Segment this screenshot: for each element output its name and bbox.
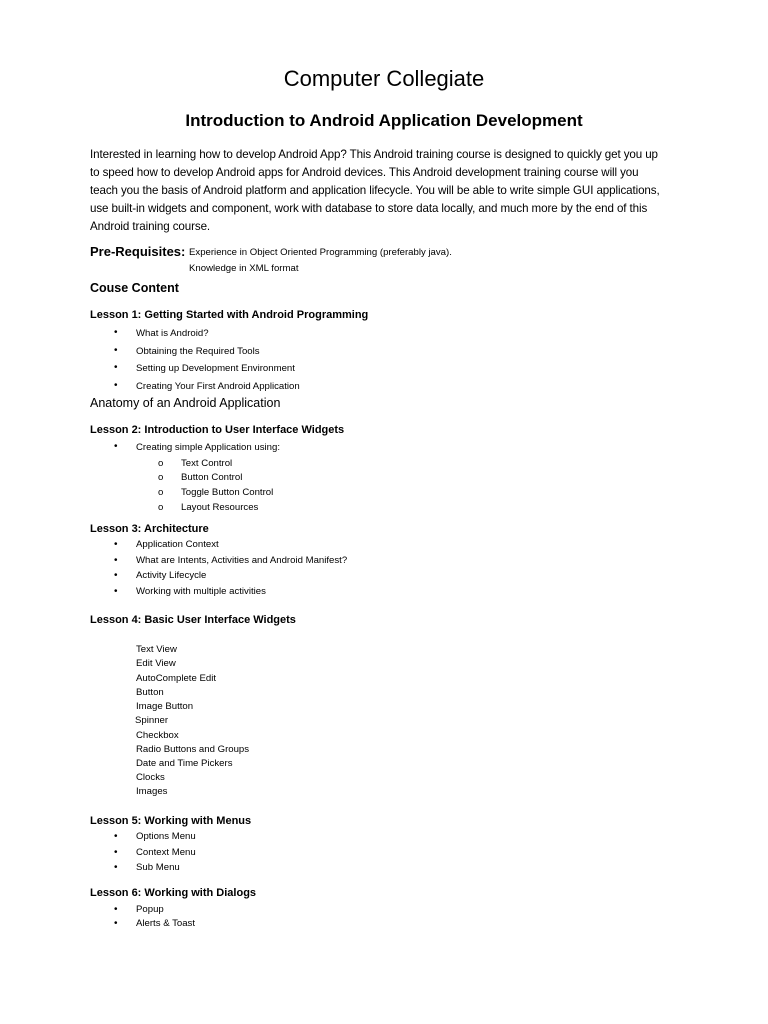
list-item: Application Context: [136, 539, 219, 550]
lesson-3-title: Lesson 3: Architecture: [90, 523, 209, 535]
bullet: •: [114, 570, 118, 581]
lesson-6-title: Lesson 6: Working with Dialogs: [90, 887, 257, 899]
sub-list-item: Button Control: [181, 472, 243, 483]
list-item: Spinner: [135, 715, 169, 726]
list-item: What is Android?: [136, 328, 209, 339]
bullet: •: [114, 345, 118, 356]
list-item: Context Menu: [136, 847, 196, 858]
bullet: •: [114, 380, 118, 391]
list-item: Alerts & Toast: [136, 918, 196, 929]
list-item: Popup: [136, 904, 164, 915]
list-item: Setting up Development Environment: [136, 363, 295, 374]
lesson-2-title: Lesson 2: Introduction to User Interface Widgets: [90, 424, 345, 436]
lesson-1-title: Lesson 1: Getting Started with Android Programming: [90, 309, 369, 321]
list-item: Button: [136, 687, 164, 698]
list-item: Working with multiple activities: [136, 586, 266, 597]
list-item: Radio Buttons and Groups: [136, 744, 250, 755]
sub-bullet: o: [158, 472, 164, 483]
anatomy-heading: Anatomy of an Android Application: [90, 396, 281, 410]
list-item: Checkbox: [136, 730, 179, 741]
list-item: Activity Lifecycle: [136, 570, 207, 581]
sub-list-item: Layout Resources: [181, 502, 259, 513]
list-item: Sub Menu: [136, 862, 180, 873]
bullet: •: [114, 539, 118, 550]
intro-line: use built-in widgets and component, work with database to store data locally, and much more by the end of this: [90, 202, 648, 215]
sub-bullet: o: [158, 487, 164, 498]
intro-line: teach you the basis of Android platform and application lifecycle. You will be able to write simple GUI applications,: [90, 184, 660, 197]
sub-bullet: o: [158, 502, 164, 513]
course-content-heading: Couse Content: [90, 281, 179, 295]
list-item: Options Menu: [136, 831, 196, 842]
sub-list-item: Toggle Button Control: [181, 487, 274, 498]
bullet: •: [114, 904, 118, 915]
prerequisite-item: Experience in Object Oriented Programming (preferably java).: [189, 247, 452, 258]
lesson-4-title: Lesson 4: Basic User Interface Widgets: [90, 614, 296, 626]
intro-paragraph: [90, 146, 690, 236]
list-item: Creating Your First Android Application: [136, 381, 300, 392]
bullet: •: [114, 327, 118, 338]
bullet: •: [114, 586, 118, 597]
lesson-5-title: Lesson 5: Working with Menus: [90, 815, 252, 827]
list-item: Creating simple Application using:: [136, 442, 280, 453]
list-item: Image Button: [136, 701, 194, 712]
list-item: What are Intents, Activities and Android Manifest?: [136, 555, 348, 566]
list-item: Obtaining the Required Tools: [136, 346, 260, 357]
list-item: Images: [136, 786, 168, 797]
intro-line: Android training course.: [90, 220, 211, 233]
document-title: Computer Collegiate: [283, 66, 485, 91]
sub-list-item: Text Control: [181, 458, 233, 469]
list-item: Edit View: [136, 658, 176, 669]
list-item: Text View: [136, 644, 177, 655]
prerequisites-label: Pre-Requisites:: [90, 244, 186, 259]
bullet: •: [114, 555, 118, 566]
bullet: •: [114, 362, 118, 373]
bullet: •: [114, 862, 118, 873]
bullet: •: [114, 918, 118, 929]
document-subtitle: Introduction to Android Application Development: [185, 111, 583, 130]
sub-bullet: o: [158, 458, 164, 469]
intro-line: to speed how to develop Android apps for Android devices. This Android development training course will you: [90, 166, 639, 179]
list-item: AutoComplete Edit: [136, 673, 216, 684]
bullet: •: [114, 847, 118, 858]
list-item: Date and Time Pickers: [136, 758, 233, 769]
bullet: •: [114, 441, 118, 452]
bullet: •: [114, 831, 118, 842]
prerequisite-item: Knowledge in XML format: [189, 263, 299, 274]
intro-line: Interested in learning how to develop Android App? This Android training course is designed to quickly get you up: [90, 148, 658, 161]
list-item: Clocks: [136, 772, 165, 783]
